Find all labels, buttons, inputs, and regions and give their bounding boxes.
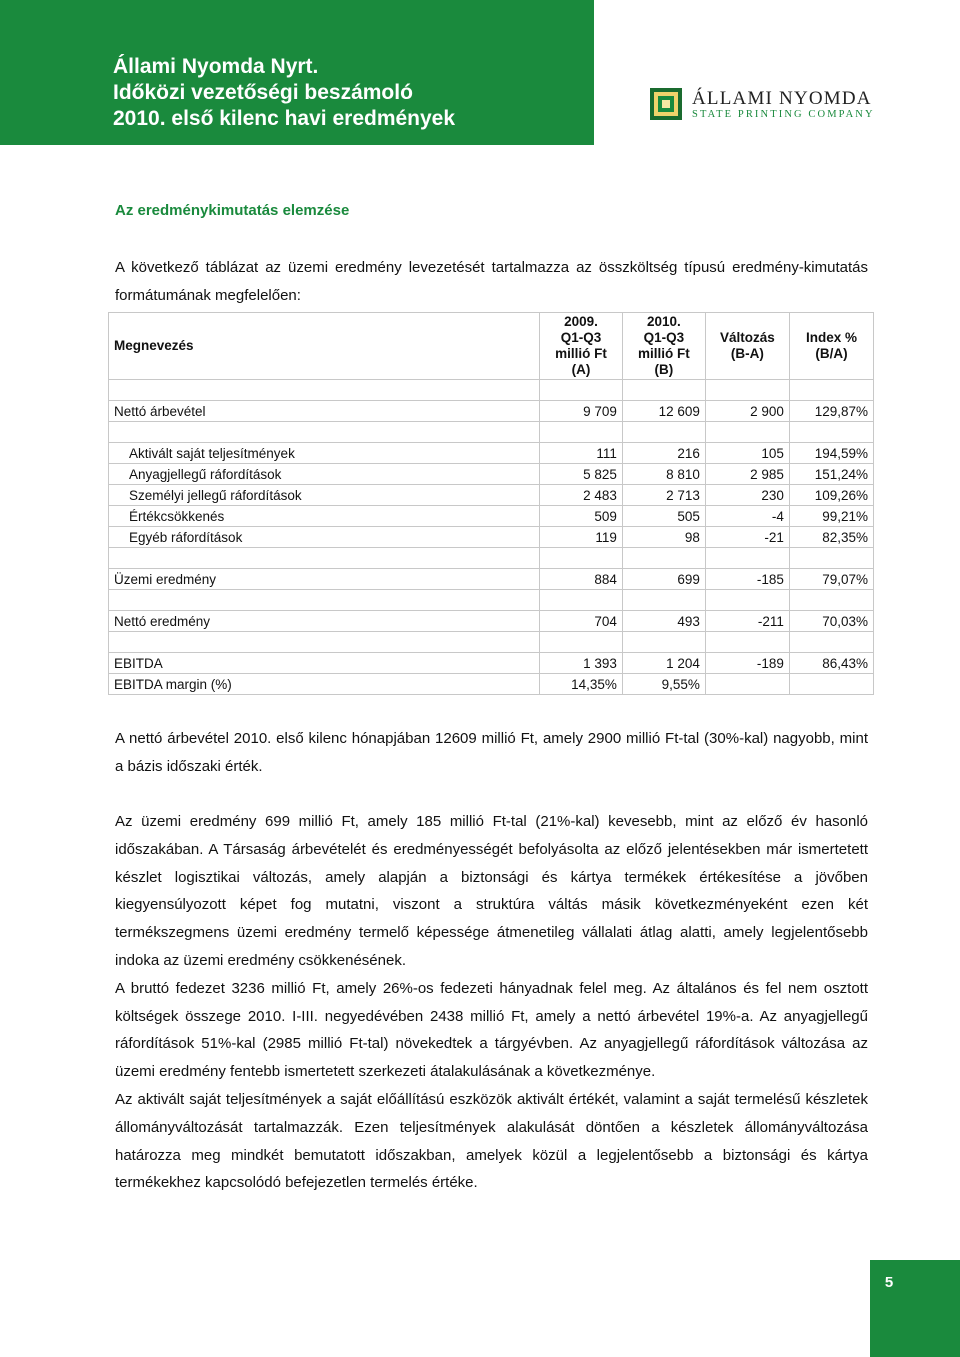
- row-label: EBITDA margin (%): [109, 674, 540, 695]
- header-band: [0, 0, 594, 145]
- row-label: Egyéb ráfordítások: [109, 527, 540, 548]
- value-2009: 14,35%: [539, 674, 622, 695]
- table-row: [109, 653, 874, 674]
- value-change: 230: [705, 485, 789, 506]
- row-label: Személyi jellegű ráfordítások: [109, 485, 540, 506]
- value-change: -189: [705, 653, 789, 674]
- header-change: Változás (B-A): [705, 313, 789, 380]
- header-index: Index % (B/A): [789, 313, 873, 380]
- header-2010: 2010. Q1-Q3 millió Ft (B): [622, 313, 705, 380]
- value-change: -185: [705, 569, 789, 590]
- row-label: EBITDA: [109, 653, 540, 674]
- value-2009: 704: [539, 611, 622, 632]
- intro-paragraph: A következő táblázat az üzemi eredmény levezetését tartalmazza az összköltség típusú eredmény-kimutatás formátumának megfelelően:: [115, 259, 868, 304]
- value-2009: 2 483: [539, 485, 622, 506]
- spacer-row: [109, 422, 874, 443]
- value-2010: 699: [622, 569, 705, 590]
- value-change: 105: [705, 443, 789, 464]
- value-2010: 505: [622, 506, 705, 527]
- value-index: [789, 674, 873, 695]
- value-2009: 5 825: [539, 464, 622, 485]
- table-row: [109, 569, 874, 590]
- header-2009: 2009. Q1-Q3 millió Ft (A): [539, 313, 622, 380]
- table-row: [109, 506, 874, 527]
- value-index: 109,26%: [789, 485, 873, 506]
- spacer-row: [109, 632, 874, 653]
- paragraph-gross-margin: A bruttó fedezet 3236 millió Ft, amely 26%-os fedezeti hányadnak felel meg. Az általános és fel nem osztott költségek összege 2010. I-III. negyedévében 2438 millió Ft, amely a nettó árbevétel 19%-a. Az anyagjellegű ráfordítások 51%-kal (2985 millió Ft-tal) növekedtek a tárgyévben. Az anyagjellegű ráfordítások változása az üzemi eredmény fentebb ismertetett szerkezeti átalakulásának a következménye.: [115, 979, 868, 1081]
- value-change: [705, 674, 789, 695]
- header-name: Megnevezés: [109, 313, 540, 380]
- value-2009: 9 709: [539, 401, 622, 422]
- logo-name: ÁLLAMI NYOMDA: [692, 88, 872, 109]
- value-2009: 509: [539, 506, 622, 527]
- value-index: 82,35%: [789, 527, 873, 548]
- analysis-text: [115, 725, 868, 1197]
- report-title: Időközi vezetőségi beszámoló: [113, 81, 413, 104]
- value-2010: 1 204: [622, 653, 705, 674]
- spacer-row: [109, 380, 874, 401]
- table-header-row: [109, 313, 874, 380]
- value-2010: 12 609: [622, 401, 705, 422]
- report-period: 2010. első kilenc havi eredmények: [113, 107, 456, 130]
- value-2010: 9,55%: [622, 674, 705, 695]
- table-row: [109, 527, 874, 548]
- logo-subtitle: STATE PRINTING COMPANY: [692, 109, 875, 120]
- row-label: Üzemi eredmény: [109, 569, 540, 590]
- value-2009: 1 393: [539, 653, 622, 674]
- value-index: 86,43%: [789, 653, 873, 674]
- table-row: [109, 464, 874, 485]
- value-index: 79,07%: [789, 569, 873, 590]
- value-2010: 8 810: [622, 464, 705, 485]
- table-row: [109, 611, 874, 632]
- spacer-row: [109, 590, 874, 611]
- paragraph-capitalized: Az aktivált saját teljesítmények a saját előállítású eszközök aktivált értékét, valamint a saját termelésű készletek állományváltozását tartalmazzák. Ezen teljesítmények alakulását döntően a készletek állományváltozása határozza meg mindkét bemutatott időszakban, amelyek közül a legjelentősebb a biztonsági és kártya termékekhez kapcsolódó befejezetlen termelés értéke.: [115, 1091, 868, 1192]
- value-change: -211: [705, 611, 789, 632]
- paragraph-revenue: A nettó árbevétel 2010. első kilenc hónapjában 12609 millió Ft, amely 2900 millió Ft-tal (30%-kal) nagyobb, mint a bázis időszaki érték.: [115, 730, 868, 775]
- company-logo: [650, 88, 875, 124]
- value-index: 151,24%: [789, 464, 873, 485]
- income-statement-table: [108, 312, 874, 695]
- page-number-box: [870, 1260, 960, 1357]
- value-2009: 119: [539, 527, 622, 548]
- value-2009: 111: [539, 443, 622, 464]
- value-change: -21: [705, 527, 789, 548]
- section-title: Az eredménykimutatás elemzése: [115, 202, 350, 219]
- table-row: [109, 485, 874, 506]
- spacer-row: [109, 548, 874, 569]
- value-2010: 2 713: [622, 485, 705, 506]
- page-number: 5: [884, 1274, 894, 1291]
- table-row: [109, 443, 874, 464]
- row-label: Nettó árbevétel: [109, 401, 540, 422]
- value-index: 99,21%: [789, 506, 873, 527]
- value-change: 2 985: [705, 464, 789, 485]
- row-label: Nettó eredmény: [109, 611, 540, 632]
- table-row: [109, 674, 874, 695]
- company-name: Állami Nyomda Nyrt.: [113, 55, 319, 78]
- value-change: 2 900: [705, 401, 789, 422]
- value-index: 194,59%: [789, 443, 873, 464]
- value-2010: 216: [622, 443, 705, 464]
- row-label: Értékcsökkenés: [109, 506, 540, 527]
- paragraph-operating-result: Az üzemi eredmény 699 millió Ft, amely 185 millió Ft-tal (21%-kal) kevesebb, mint az előző év hasonló időszakában. A Társaság árbevételét és eredményességét befolyásolta az előző jelentésekben már ismertetett készlet logisztikai változás, amely alapján a biztonsági és kártya termékek értékesítése a jövőben kiegyensúlyozott képet fog mutatni, viszont a struktúra váltás másik következményeként ezen két termékszegmens üzemi eredmény termelő képessége átmenetileg vállalati átlag alatti, amely legjelentősebb indoka az üzemi eredmény csökkenésének.: [115, 813, 868, 970]
- value-change: -4: [705, 506, 789, 527]
- value-index: 70,03%: [789, 611, 873, 632]
- value-index: 129,87%: [789, 401, 873, 422]
- row-label: Aktivált saját teljesítmények: [109, 443, 540, 464]
- row-label: Anyagjellegű ráfordítások: [109, 464, 540, 485]
- value-2010: 98: [622, 527, 705, 548]
- table-row: [109, 401, 874, 422]
- logo-emblem-icon: [650, 88, 682, 120]
- value-2009: 884: [539, 569, 622, 590]
- value-2010: 493: [622, 611, 705, 632]
